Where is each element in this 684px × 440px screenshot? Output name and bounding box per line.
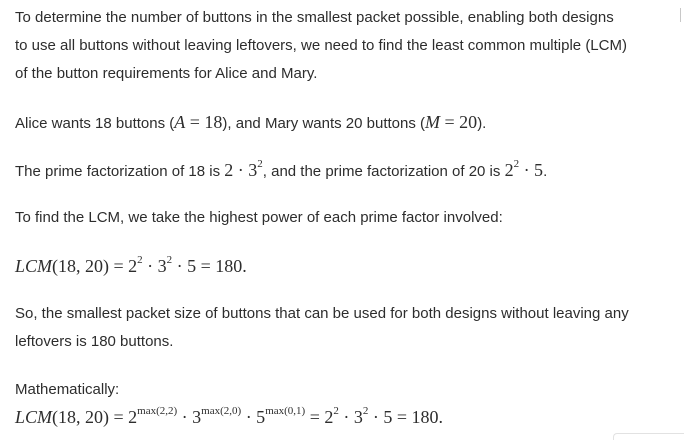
req-text-2: ), and Mary wants 20 buttons (: [222, 115, 426, 132]
lcm2-seg-2: · 5: [241, 407, 266, 427]
lcm-method-text: To find the LCM, we take the highest power of each prime factor involved:: [15, 209, 503, 226]
intro-line-3: of the button requirements for Alice and Mary.: [15, 65, 318, 82]
input-box-corner: [613, 433, 684, 440]
lcm2-exp-2: max(2,0): [201, 405, 242, 417]
alice-eq: = 18: [185, 112, 223, 132]
lcm2-seg-3: = 2: [305, 407, 334, 427]
conclusion-line-1: So, the smallest packet size of buttons that can be used for both designs without leaving any: [15, 305, 629, 322]
lcm2-exp-3: max(0,1): [265, 405, 306, 417]
lcm2-exp-5: 2: [362, 405, 369, 417]
scroll-edge-mark: [680, 8, 684, 22]
fact-text-2: , and the prime factorization of 20 is: [262, 163, 505, 180]
lcm-exp-1: 2: [137, 254, 143, 266]
fact20-base: 2: [504, 160, 514, 180]
fact-text-3: .: [543, 163, 548, 180]
alice-math: [174, 112, 222, 132]
fact20-math: [505, 160, 544, 180]
requirements-paragraph: [15, 108, 486, 138]
factorization-paragraph: [15, 156, 547, 186]
lcm2-seg-1: · 3: [177, 407, 202, 427]
lcm-result: · 5 = 180.: [172, 256, 247, 276]
mary-var: M: [425, 112, 441, 132]
lcm2-symbol: LCM: [15, 407, 53, 427]
fact-text-1: The prime factorization of 18 is: [15, 163, 225, 180]
mary-eq: = 20: [440, 112, 478, 132]
alice-var: A: [174, 112, 186, 132]
fact20-tail: · 5: [519, 160, 544, 180]
req-text-1: Alice wants 18 buttons (: [15, 115, 175, 132]
mary-math: [425, 112, 477, 132]
conclusion-line-2: leftovers is 180 buttons.: [15, 333, 174, 350]
lcm2-result: · 5 = 180.: [368, 407, 444, 427]
lcm2-exp-4: 2: [333, 405, 339, 417]
fact18-base: 2 · 3: [224, 160, 258, 180]
fact18-math: [224, 160, 263, 180]
lcm-symbol: LCM: [15, 256, 53, 276]
lcm-equation: [15, 252, 247, 280]
lcm2-seg-4: · 3: [338, 407, 363, 427]
lcm-mid: · 3: [142, 256, 167, 276]
intro-line-1: To determine the number of buttons in the smallest packet possible, enabling both designs: [15, 9, 614, 26]
lcm-args: (18, 20) = 2: [52, 256, 138, 276]
req-text-3: ).: [477, 115, 487, 132]
lcm-exp-2: 2: [166, 254, 173, 266]
lcm2-exp-1: max(2,2): [137, 405, 178, 417]
fact18-exp: 2: [257, 158, 263, 170]
fact20-exp: 2: [513, 158, 520, 170]
lcm-max-equation: [15, 403, 443, 431]
mathematically-label: Mathematically:: [15, 381, 120, 398]
intro-line-2: to use all buttons without leaving leftovers, we need to find the least common multiple (LCM): [15, 37, 627, 54]
lcm2-args: (18, 20) = 2: [52, 407, 138, 427]
